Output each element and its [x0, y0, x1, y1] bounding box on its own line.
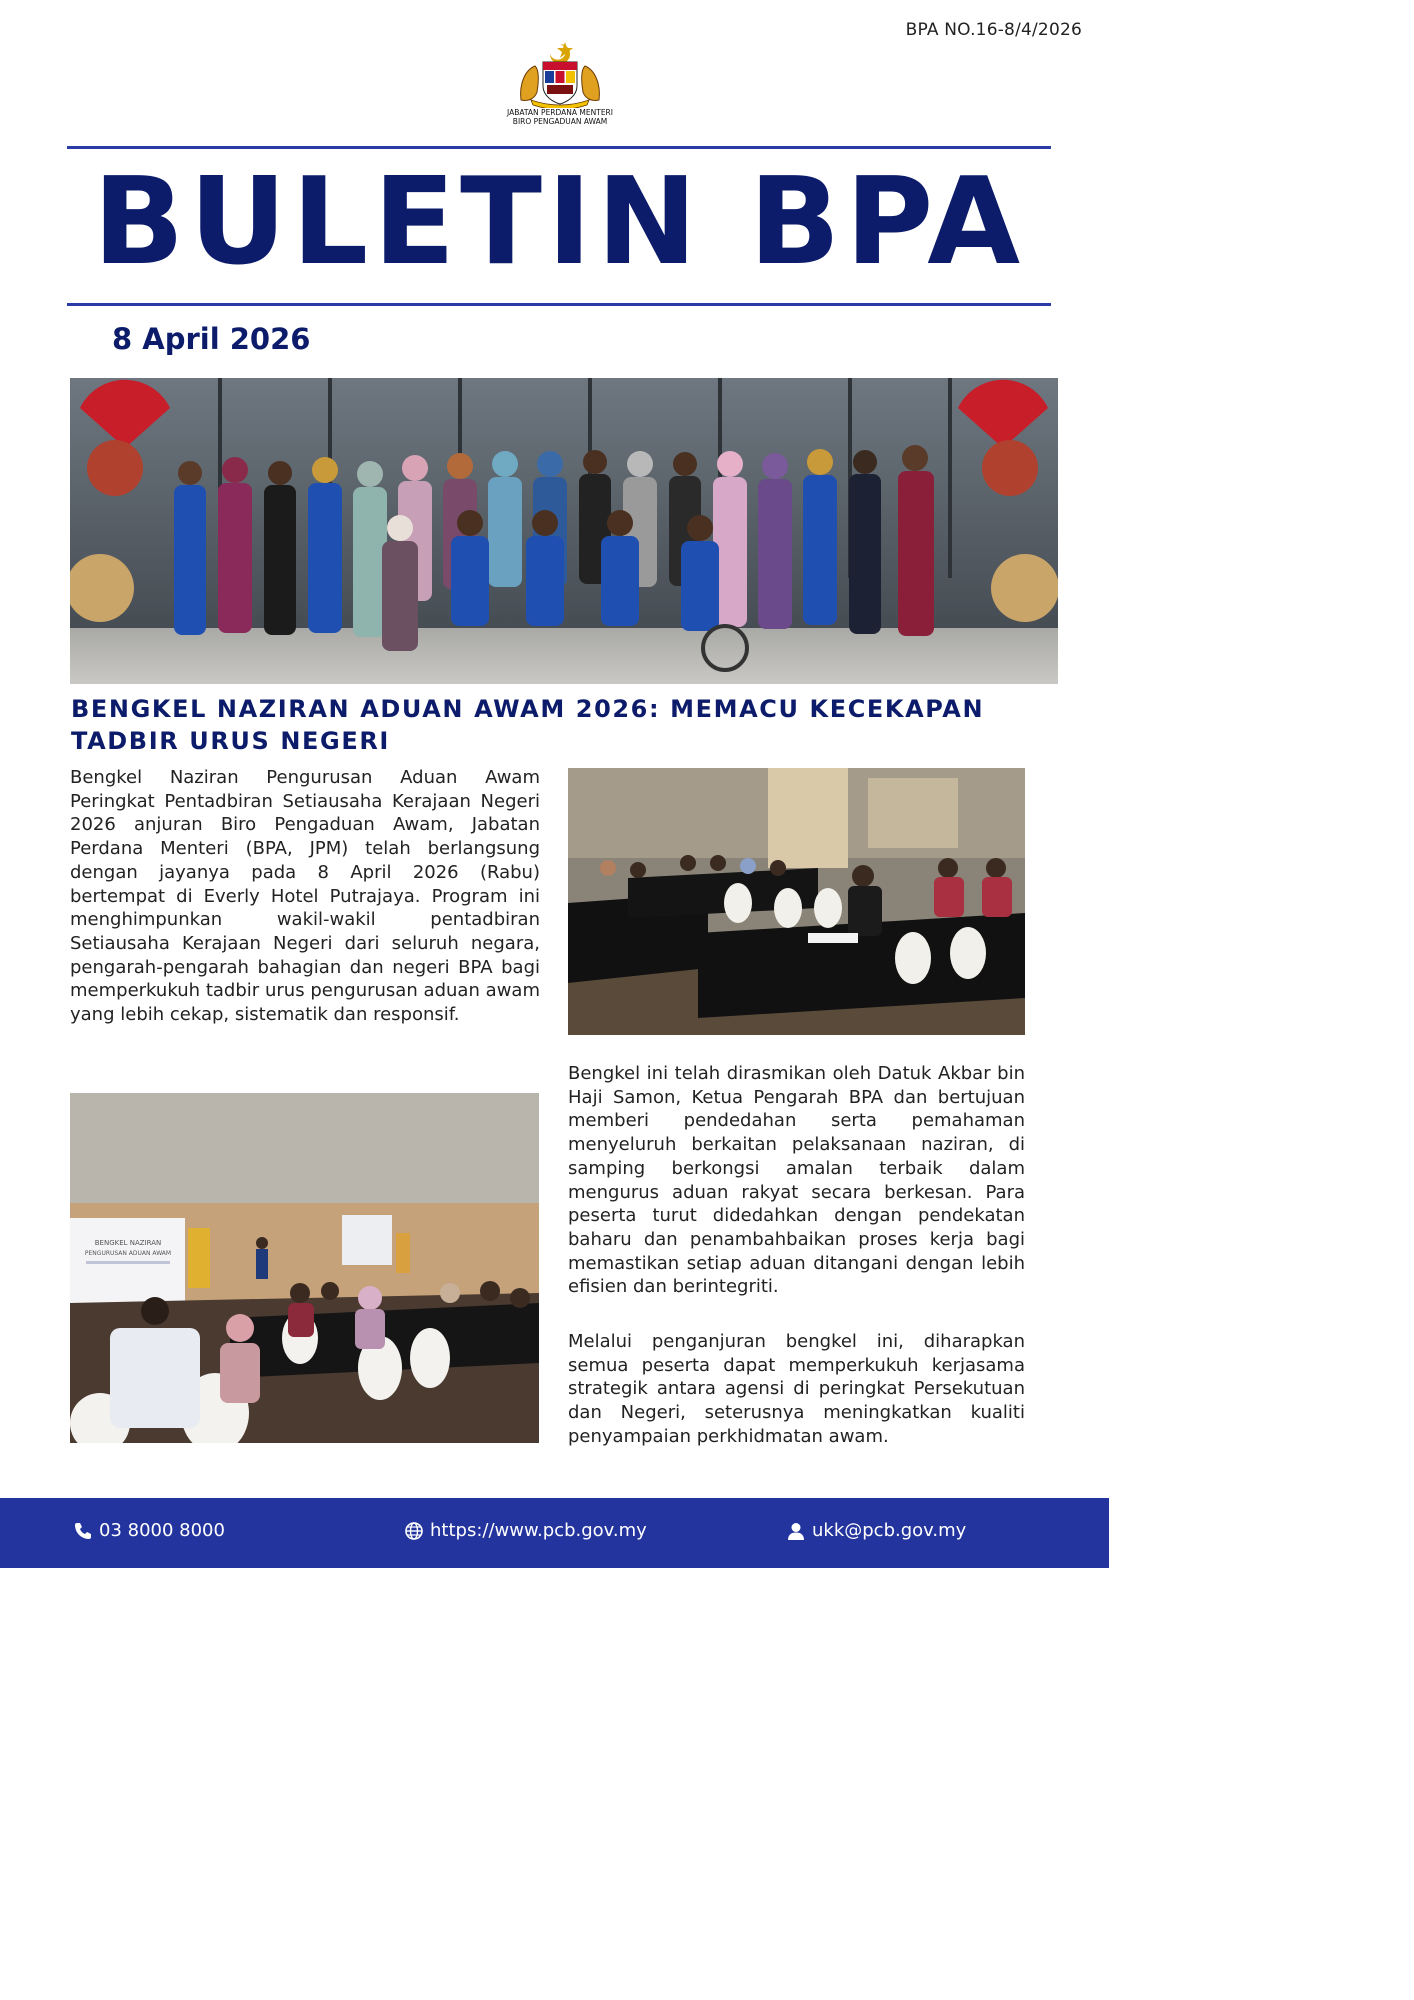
- article-paragraph-1: Bengkel Naziran Pengurusan Aduan Awam Peringkat Pentadbiran Setiausaha Kerajaan Negeri 2026 anjuran Biro Pengaduan Awam, Jabatan Perdana Menteri (BPA, JPM) telah berlangsung dengan jayanya pada 8 April 2026 (Rabu) bertempat di Everly Hotel Putrajaya. Program ini menghimpunkan wakil-wakil pentadbiran Setiausaha Kerajaan Negeri dari seluruh negara, pengarah-pengarah bahagian dan negeri BPA bagi memperkukuh tadbir urus pengurusan aduan awam yang lebih cekap, sistematik dan responsif.: [70, 767, 540, 1026]
- masthead-bottom-rule: [67, 303, 1051, 306]
- agency-name: [460, 108, 660, 126]
- issue-date: 8 April 2026: [112, 322, 311, 356]
- workshop-participants-photo: [568, 768, 1025, 1035]
- footer-phone: [73, 1520, 225, 1541]
- article-paragraph-2: Bengkel ini telah dirasmikan oleh Datuk Akbar bin Haji Samon, Ketua Pengarah BPA dan bertujuan memberi pendedahan serta pemahaman menyeluruh berkaitan pelaksanaan naziran, di samping berkongsi amalan terbaik dalam mengurus aduan rakyat secara berkesan. Para peserta turut didedahkan dengan pendekatan baharu dan penambahbaikan proses kerja bagi memastikan setiap aduan ditangani dengan lebih efisien dan berintegriti.: [568, 1063, 1025, 1298]
- phone-icon: [73, 1521, 93, 1541]
- headline-line-2: TADBIR URUS NEGERI: [71, 727, 390, 755]
- footer-email: [786, 1520, 966, 1541]
- masthead-title: BULETIN BPA: [92, 153, 1026, 292]
- workshop-presentation-photo: [70, 1093, 539, 1443]
- government-crest-logo: [515, 40, 605, 108]
- contact-footer: [0, 1498, 1109, 1568]
- slide-title-line-2: PENGURUSAN ADUAN AWAM: [84, 1250, 172, 1257]
- agency-ministry: JABATAN PERDANA MENTERI: [507, 108, 613, 117]
- email-link[interactable]: ukk@pcb.gov.my: [812, 1520, 967, 1541]
- slide-title-line-1: BENGKEL NAZIRAN: [94, 1239, 162, 1247]
- group-photo: [70, 378, 1058, 684]
- reference-number: BPA NO.16-8/4/2026: [905, 20, 1082, 40]
- article-paragraph-3: Melalui penganjuran bengkel ini, diharapkan semua peserta dapat memperkukuh kerjasama strategik antara agensi di peringkat Persekutuan dan Negeri, seterusnya meningkatkan kualiti penyampaian perkhidmatan awam.: [568, 1331, 1025, 1447]
- masthead-top-rule: [67, 146, 1051, 149]
- footer-website: [404, 1520, 647, 1541]
- globe-icon: [404, 1521, 424, 1541]
- article-headline: [71, 693, 1031, 757]
- user-icon: [786, 1521, 806, 1541]
- website-link[interactable]: https://www.pcb.gov.my: [430, 1520, 647, 1541]
- headline-line-1: BENGKEL NAZIRAN ADUAN AWAM 2026: MEMACU KECEKAPAN: [71, 695, 985, 723]
- phone-number[interactable]: 03 8000 8000: [99, 1520, 225, 1541]
- agency-bureau: BIRO PENGADUAN AWAM: [512, 117, 608, 126]
